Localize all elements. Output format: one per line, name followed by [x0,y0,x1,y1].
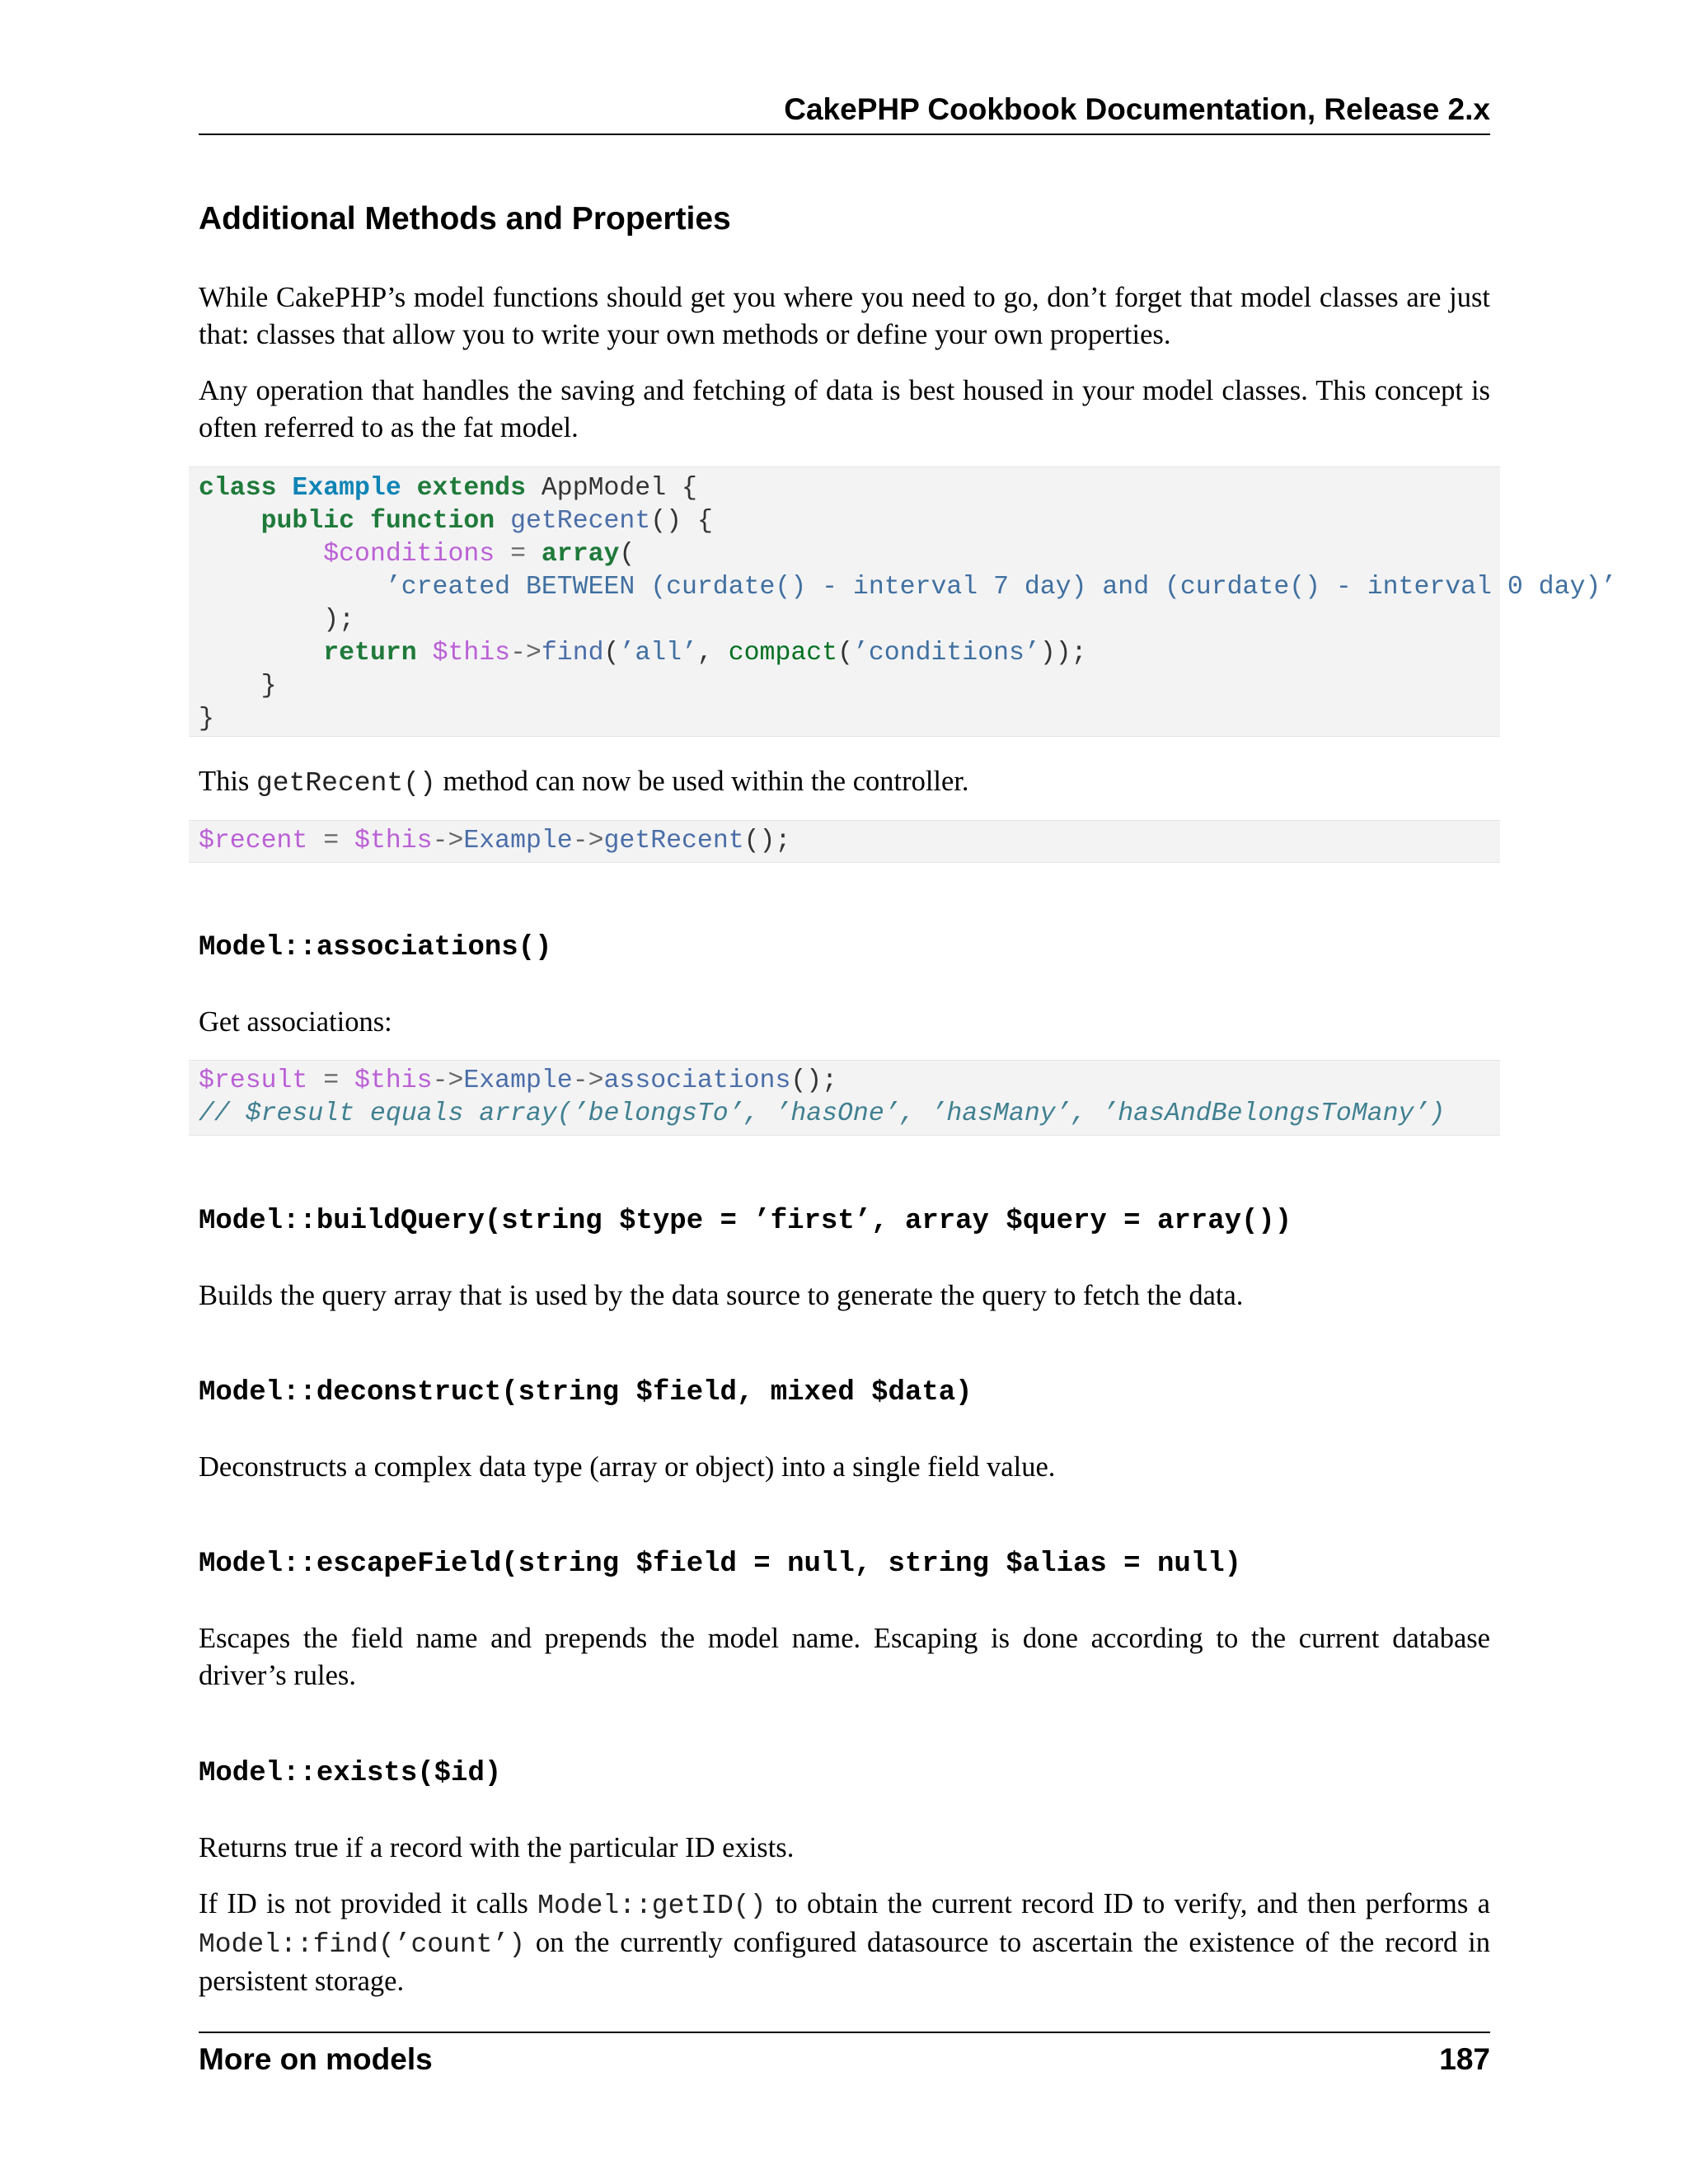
text-run: method can now be used within the controller. [435,766,969,797]
code-text: () { [650,507,713,536]
inline-code: Model::find(’count’) [199,1929,526,1960]
code-text: AppModel { [525,474,697,503]
code-line [199,604,354,637]
code-keyword: public [260,507,355,536]
code-string: ’all’ [619,639,697,668]
code-class-name: Example [292,474,401,503]
text-run: to obtain the current record ID to verify, and then performs a [766,1888,1490,1919]
code-line [199,538,635,571]
code-operator: -> [432,1066,464,1095]
code-operator: -> [572,1066,604,1095]
inline-code: Model::getID() [537,1891,767,1921]
code-operator: = [495,540,542,569]
running-header: CakePHP Cookbook Documentation, Release 2.x [784,92,1490,126]
code-text: , [696,639,729,668]
code-variable: $this [354,827,433,855]
intro-paragraph-2: Any operation that handles the saving and fetching of data is best housed in your model classes. This concept is often referred to as the fat model. [199,375,1490,443]
code-block-get-recent [189,466,1617,737]
code-operator: = [307,827,355,855]
code-line [199,571,1616,604]
code-line [199,703,214,736]
code-operator: -> [572,827,604,855]
text-run: This [199,766,256,797]
code-line [199,825,790,858]
text-run: on the currently configured datasource to ascertain the existence of the record in persistent storage. [199,1927,1490,1997]
code-function-name: getRecent [510,507,651,536]
code-line [199,1098,1445,1131]
code-string: ’conditions’ [852,639,1040,668]
exists-description: Returns true if a record with the particular ID exists. [199,1832,795,1863]
deconstruct-description: Deconstructs a complex data type (array or object) into a single field value. [199,1451,1056,1483]
header-divider [199,134,1490,135]
inline-code: getRecent() [256,768,436,799]
code-keyword: function [369,507,495,536]
code-keyword: array [541,540,620,569]
code-text: (); [743,827,791,855]
code-line [199,637,1087,670]
escape-field-description: Escapes the field name and prepends the model name. Escaping is done according to the current database driver’s rules. [199,1623,1490,1691]
code-name: Example [463,1066,573,1095]
code-line [199,670,277,703]
code-variable: $this [432,639,511,668]
code-text: } [199,705,214,733]
footer-divider [199,2032,1490,2033]
page-number: 187 [1439,2042,1490,2076]
code-keyword: extends [416,474,526,503]
code-text: ( [619,540,635,569]
code-line [199,1065,837,1098]
code-text: ); [323,606,355,635]
code-text: (); [790,1066,838,1095]
code-comment: // $result equals array(’belongsTo’, ’hasOne’, ’hasMany’, ’hasAndBelongsToMany’) [199,1099,1446,1128]
code-variable: $conditions [323,540,495,569]
associations-description: Get associations: [199,1006,392,1038]
code-function-name: getRecent [603,827,744,855]
code-variable: $this [354,1066,433,1095]
text-run: If ID is not provided it calls [199,1888,538,1919]
after-code-paragraph [199,763,1490,802]
code-text: )); [1039,639,1087,668]
code-text: ( [837,639,853,668]
code-function-name: associations [603,1066,791,1095]
exists-details-paragraph [199,1886,1490,2000]
code-variable: $recent [199,827,308,855]
footer-chapter-title: More on models [199,2042,433,2076]
signature-associations: Model::associations() [199,932,552,963]
document-page [199,0,1617,2184]
code-builtin: compact [728,639,838,668]
code-line [199,472,697,505]
build-query-description: Builds the query array that is used by the data source to generate the query to fetch the data. [199,1280,1244,1311]
code-block-associations [189,1060,1500,1136]
code-line [199,505,713,538]
code-operator: -> [510,639,542,668]
code-operator: = [307,1066,355,1095]
signature-deconstruct: Model::deconstruct(string $field, mixed $data) [199,1377,973,1408]
code-text: ( [603,639,620,668]
section-title: Additional Methods and Properties [199,201,731,237]
code-function-name: find [541,639,604,668]
code-keyword: class [199,474,277,503]
code-text: } [260,672,277,701]
code-string: ’created BETWEEN (curdate() - interval 7 day) and (curdate() - interval 0 day)’ [385,573,1617,602]
intro-paragraph-1: While CakePHP’s model functions should get you where you need to go, don’t forget that model classes are just that: classes that allow you to write your own methods or define your own properties. [199,282,1490,350]
code-block-call-get-recent [189,820,1500,863]
code-name: Example [463,827,573,855]
signature-build-query: Model::buildQuery(string $type = ’first’, array $query = array()) [199,1206,1292,1237]
signature-exists: Model::exists($id) [199,1758,502,1789]
code-keyword: return [323,639,417,668]
code-variable: $result [199,1066,308,1095]
signature-escape-field: Model::escapeField(string $field = null, string $alias = null) [199,1549,1242,1580]
code-operator: -> [432,827,464,855]
